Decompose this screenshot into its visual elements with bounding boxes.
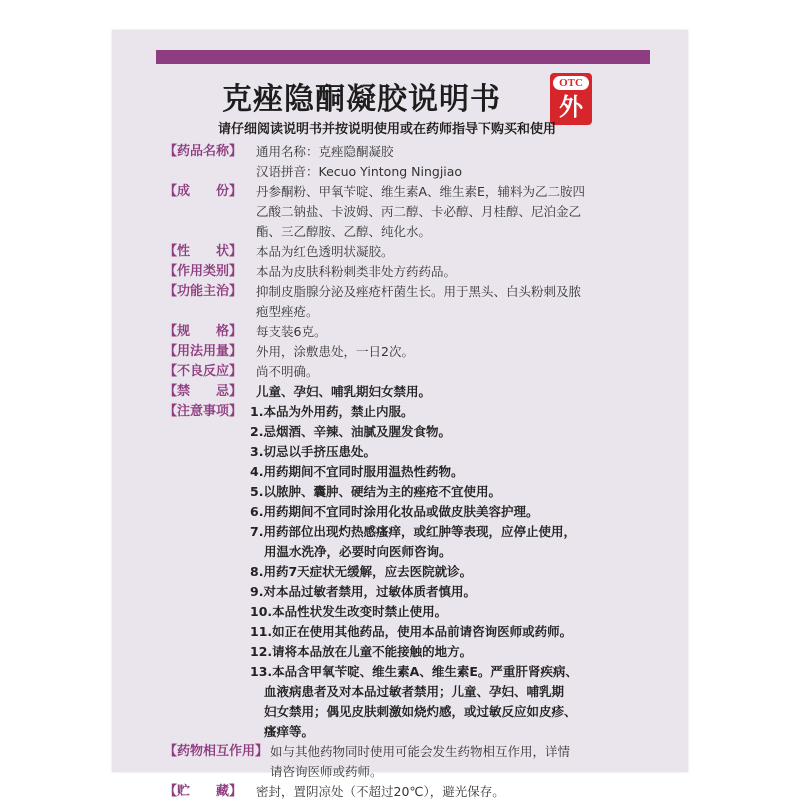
section-value [256,142,664,182]
section-label: 【药品名称】 [164,144,243,159]
value-line: 本品为红色透明状凝胶。 [256,244,394,259]
precaution-item [250,562,664,582]
section-category [164,262,664,282]
value-line: 每支装6克。 [256,324,327,339]
otc-badge [550,73,592,125]
section-label: 【药物相互作用】 [164,744,269,759]
value-line: 7.用药部位出现灼热感瘙痒，或红肿等表现，应停止使用， [250,524,576,539]
value-line: 乙酸二钠盐、卡波姆、丙二醇、卡必醇、月桂醇、尼泊金乙 [256,204,582,219]
section-value [256,382,664,402]
value-line: 外用，涂敷患处，一日2次。 [256,344,414,359]
value-line: 疱型痤疮。 [256,304,319,319]
precaution-item [250,622,664,642]
section-composition [164,182,664,242]
section-property [164,242,664,262]
value-line: 儿童、孕妇、哺乳期妇女禁用。 [256,384,432,399]
precaution-item [250,482,664,502]
value-line: 妇女禁用；偶见皮肤刺激如烧灼感，或过敏反应如皮疹、 [264,704,577,719]
value-line: 汉语拼音：Kecuo Yintong Ningjiao [256,164,463,179]
section-contraindication [164,382,664,402]
value-line: 密封，置阴凉处（不超过20℃），避光保存。 [256,784,505,799]
section-storage [164,782,664,802]
section-value [256,782,664,802]
precaution-item [250,582,664,602]
precaution-item [250,642,664,662]
otc-label: OTC [553,76,589,90]
value-line: 4.用药期间不宜同时服用温热性药物。 [250,464,464,479]
value-line: 13.本品含甲氧苄啶、维生素A、维生素E。严重肝肾疾病、 [250,664,578,679]
section-name [164,142,664,182]
section-interaction [164,742,664,782]
value-line: 11.如正在使用其他药品，使用本品前请咨询医师或药师。 [250,624,573,639]
section-value [256,262,664,282]
value-line: 酯、三乙醇胺、乙醇、纯化水。 [256,224,432,239]
section-label: 【作用类别】 [164,264,243,279]
precaution-item [250,522,664,562]
instruction-sheet [112,30,688,799]
section-indication [164,282,664,322]
value-line: 血液病患者及对本品过敏者禁用；儿童、孕妇、哺乳期 [264,684,565,699]
section-label: 【成 份】 [164,184,243,199]
section-label: 【贮 藏】 [164,784,243,799]
document-title: 克痤隐酮凝胶说明书 [222,82,501,117]
value-line: 丹参酮粉、甲氧苄啶、维生素A、维生素E，辅料为乙二胺四 [256,184,585,199]
content-body [164,142,664,802]
value-line: 请咨询医师或药师。 [270,764,383,779]
section-label: 【不良反应】 [164,364,243,379]
value-line: 8.用药7天症状无缓解，应去医院就诊。 [250,564,473,579]
section-value [256,342,664,362]
value-line: 1.本品为外用药，禁止内服。 [250,404,414,419]
document-subtitle: 请仔细阅读说明书并按说明使用或在药师指导下购买和使用 [218,122,557,137]
value-line: 10.本品性状发生改变时禁止使用。 [250,604,448,619]
value-line: 12.请将本品放在儿童不能接触的地方。 [250,644,473,659]
value-line: 6.用药期间不宜同时涂用化妆品或做皮肤美容护理。 [250,504,539,519]
precaution-item [250,402,664,422]
value-line: 用温水洗净，必要时向医师咨询。 [264,544,452,559]
value-line: 瘙痒等。 [264,724,315,739]
value-line: 尚不明确。 [256,364,319,379]
section-precautions [164,402,664,742]
section-label: 【规 格】 [164,324,243,339]
section-value [270,742,664,782]
section-value [256,242,664,262]
value-line: 本品为皮肤科粉刺类非处方药药品。 [256,264,457,279]
precaution-item [250,502,664,522]
section-usage [164,342,664,362]
section-adverse [164,362,664,382]
section-label: 【禁 忌】 [164,384,243,399]
section-label: 【功能主治】 [164,284,243,299]
precaution-item [250,602,664,622]
section-label: 【性 状】 [164,244,243,259]
value-line: 通用名称：克痤隐酮凝胶 [256,144,394,159]
precaution-item [250,662,664,742]
value-line: 5.以脓肿、囊肿、硬结为主的痤疮不宜使用。 [250,484,501,499]
section-value [256,362,664,382]
section-value [256,282,664,322]
value-line: 3.切忌以手挤压患处。 [250,444,376,459]
section-value [256,322,664,342]
section-label: 【注意事项】 [164,404,243,419]
precaution-list [250,402,664,742]
section-spec [164,322,664,342]
section-label: 【用法用量】 [164,344,243,359]
value-line: 2.忌烟酒、辛辣、油腻及腥发食物。 [250,424,451,439]
precaution-item [250,442,664,462]
header-band [156,50,650,64]
value-line: 抑制皮脂腺分泌及痤疮杆菌生长。用于黑头、白头粉刺及脓 [256,284,582,299]
otc-external-char: 外 [559,93,583,121]
value-line: 9.对本品过敏者禁用，过敏体质者慎用。 [250,584,476,599]
value-line: 如与其他药物同时使用可能会发生药物相互作用，详情 [270,744,571,759]
precaution-item [250,462,664,482]
section-value [256,182,664,242]
precaution-item [250,422,664,442]
